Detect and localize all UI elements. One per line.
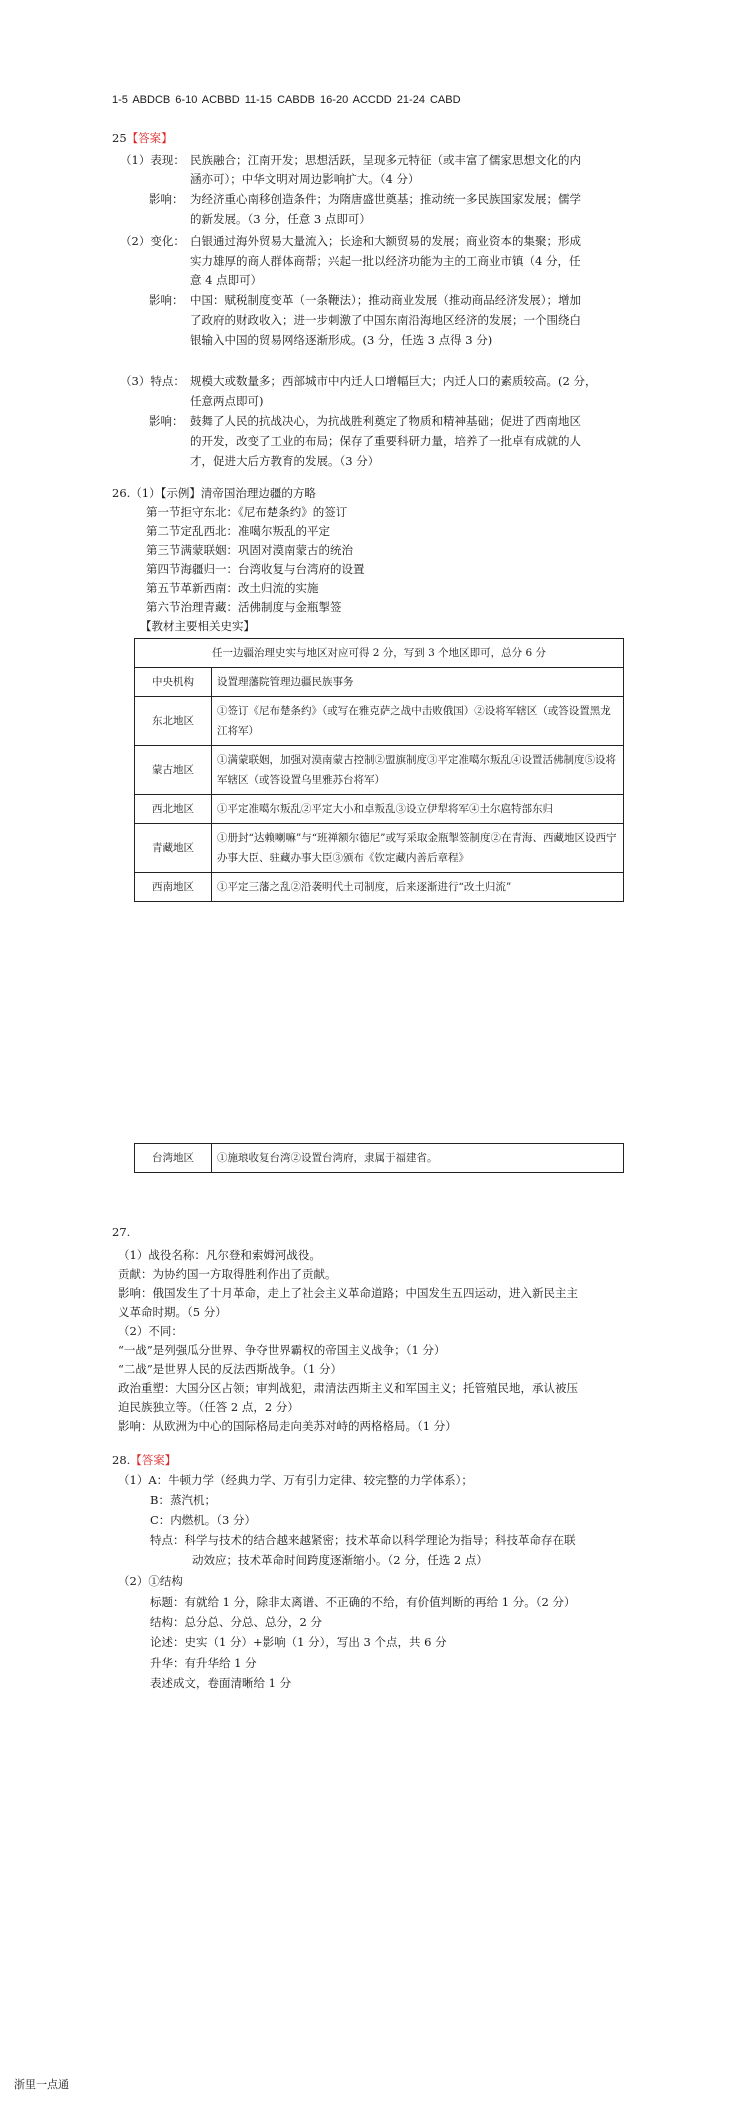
region-cell: 西北地区 xyxy=(135,795,212,824)
q28-line1: （1）A：牛顿力学（经典力学、万有引力定律、较完整的力学体系）； xyxy=(118,1473,473,1487)
history-facts-table xyxy=(134,638,624,902)
q25-p2-influence-line2: 了政府的财政收入；进一步刺激了中国东南沿海地区经济的发展；一个围绕白 xyxy=(190,313,581,327)
region-cell: 台湾地区 xyxy=(135,1144,212,1173)
table-row xyxy=(135,824,624,873)
table-row xyxy=(135,668,624,697)
q25-p2-influence-line3: 银输入中国的贸易网络逐渐形成。(3 分，任选 3 点得 3 分) xyxy=(190,333,493,347)
q26-section-5: 第五节革新西南：改土归流的实施 xyxy=(146,581,319,595)
q25-heading xyxy=(112,129,173,148)
q28-line3: C：内燃机。（3 分） xyxy=(150,1513,257,1527)
q25-p3-influence-line3: 才，促进大后方教育的发展。（3 分） xyxy=(190,454,380,468)
q25-p3-line1: 规模大或数量多；西部城市中内迁人口增幅巨大；内迁人口的素质较高。(2 分， xyxy=(190,374,597,388)
table-row xyxy=(135,697,624,746)
q27-line6: “一战”是列强瓜分世界、争夺世界霸权的帝国主义战争；（1 分） xyxy=(118,1343,446,1357)
table-row xyxy=(135,1144,624,1173)
q28-line11: 表述成文，卷面清晰给 1 分 xyxy=(150,1676,292,1690)
q27-line10: 影响：从欧洲为中心的国际格局走向美苏对峙的两格格局。（1 分） xyxy=(118,1419,457,1433)
q27-line3: 影响：俄国发生了十月革命，走上了社会主义革命道路；中国发生五四运动，进入新民主主 xyxy=(118,1286,578,1300)
q27-line4: 义革命时期。（5 分） xyxy=(118,1305,227,1319)
region-cell: 东北地区 xyxy=(135,697,212,746)
facts-cell: ①平定准噶尔叛乱②平定大小和卓叛乱③设立伊犁将军④土尔扈特部东归 xyxy=(212,795,624,824)
q25-p2-line2: 实力雄厚的商人群体商帮；兴起一批以经济功能为主的工商业市镇（4 分，任 xyxy=(190,254,581,268)
q28-number: 28. xyxy=(112,1453,131,1467)
q25-p1-line2: 涵亦可）；中华文明对周边影响扩大。（4 分） xyxy=(190,172,420,186)
q28-line8: 结构：总分总、分总、总分，2 分 xyxy=(150,1615,322,1629)
q26-section-6: 第六节治理青藏：活佛制度与金瓶掣签 xyxy=(146,600,342,614)
q27-line2: 贡献：为协约国一方取得胜利作出了贡献。 xyxy=(118,1267,337,1281)
table-row xyxy=(135,873,624,902)
answer-key: 1-5 ABDCB 6-10 ACBBD 11-15 CABDB 16-20 ACCDD 21-24 CABD xyxy=(112,94,461,106)
q28-line7: 标题：有就给 1 分，除非太离谱、不正确的不给，有价值判断的再给 1 分。（2 分） xyxy=(150,1595,576,1609)
q26-section-1: 第一节拒守东北：《尼布楚条约》的签订 xyxy=(146,505,348,519)
q25-p1-label: （1）表现： xyxy=(120,153,185,167)
q25-p2-line3: 意 4 点即可） xyxy=(190,273,263,287)
q25-answer-tag: 【答案】 xyxy=(126,131,173,145)
q26-material-label: 【教材主要相关史实】 xyxy=(140,619,255,633)
table-header-cell: 任一边疆治理史实与地区对应可得 2 分，写到 3 个地区即可，总分 6 分 xyxy=(135,639,624,668)
q26-section-2: 第二节定乱西北：准噶尔叛乱的平定 xyxy=(146,524,330,538)
q27-line1: （1）战役名称：凡尔登和索姆河战役。 xyxy=(118,1248,321,1262)
region-cell: 中央机构 xyxy=(135,668,212,697)
q25-p3-influence-line1: 鼓舞了人民的抗战决心，为抗战胜利奠定了物质和精神基础；促进了西南地区 xyxy=(190,414,581,428)
q28-line6: （2）①结构 xyxy=(118,1574,183,1588)
q25-p3-line2: 任意两点即可) xyxy=(190,394,264,408)
q28-line4: 特点：科学与技术的结合越来越紧密；技术革命以科学理论为指导；科技革命存在联 xyxy=(150,1533,576,1547)
facts-cell: ①签订《尼布楚条约》（或写在雅克萨之战中击败俄国）②设将军辖区（或答设置黑龙江将军） xyxy=(212,697,624,746)
q25-p1-line1: 民族融合；江南开发；思想活跃，呈现多元特征（或丰富了儒家思想文化的内 xyxy=(190,153,581,167)
q28-line10: 升华：有升华给 1 分 xyxy=(150,1656,257,1670)
q25-p1-influence-line1: 为经济重心南移创造条件；为隋唐盛世奠基；推动统一多民族国家发展；儒学 xyxy=(190,192,581,206)
q27-number: 27. xyxy=(112,1225,131,1239)
q25-p1-influence-line2: 的新发展。（3 分，任意 3 点即可） xyxy=(190,212,371,226)
q26-heading: 26.（1）【示例】清帝国治理边疆的方略 xyxy=(112,486,316,500)
q28-answer-tag: 【答案】 xyxy=(130,1453,177,1467)
region-cell: 西南地区 xyxy=(135,873,212,902)
q28-line5: 动效应；技术革命时间跨度逐渐缩小。（2 分，任选 2 点） xyxy=(192,1553,488,1567)
q25-number: 25 xyxy=(112,131,127,145)
q28-heading xyxy=(112,1451,176,1470)
q25-p1-influence-label: 影响： xyxy=(149,192,184,206)
facts-cell: ①满蒙联姻，加强对漠南蒙古控制②盟旗制度③平定准噶尔叛乱④设置活佛制度⑤设将军辖区（或答设置乌里雅苏台将军） xyxy=(212,746,624,795)
q25-p2-influence-label: 影响： xyxy=(149,293,184,307)
facts-cell: ①册封“达赖喇嘛”与“班禅额尔德尼”或写采取金瓶掣签制度②在青海、西藏地区设西宁办事大臣、驻藏办事大臣③颁布《钦定藏内善后章程》 xyxy=(212,824,624,873)
footer-brand: 浙里一点通 xyxy=(14,2078,69,2091)
q27-line5: （2）不同： xyxy=(118,1324,183,1338)
q26-section-4: 第四节海疆归一：台湾收复与台湾府的设置 xyxy=(146,562,365,576)
q26-section-3: 第三节满蒙联姻：巩固对漠南蒙古的统治 xyxy=(146,543,353,557)
facts-cell: 设置理藩院管理边疆民族事务 xyxy=(212,668,624,697)
region-cell: 青藏地区 xyxy=(135,824,212,873)
q28-line2: B：蒸汽机； xyxy=(150,1493,216,1507)
facts-cell: ①施琅收复台湾②设置台湾府，隶属于福建省。 xyxy=(212,1144,624,1173)
table-header-row xyxy=(135,639,624,668)
region-cell: 蒙古地区 xyxy=(135,746,212,795)
q27-line7: “二战”是世界人民的反法西斯战争。（1 分） xyxy=(118,1362,342,1376)
q25-p3-influence-line2: 的开发，改变了工业的布局；保存了重要科研力量，培养了一批卓有成就的人 xyxy=(190,434,581,448)
taiwan-facts-table xyxy=(134,1143,624,1173)
table-row xyxy=(135,746,624,795)
table-row xyxy=(135,795,624,824)
q25-p2-line1: 白银通过海外贸易大量流入；长途和大额贸易的发展；商业资本的集聚；形成 xyxy=(190,234,581,248)
facts-cell: ①平定三藩之乱②沿袭明代土司制度，后来逐渐进行“改土归流” xyxy=(212,873,624,902)
q27-line8: 政治重塑：大国分区占领；审判战犯，肃清法西斯主义和军国主义；托管殖民地，承认被压 xyxy=(118,1381,578,1395)
q25-p3-influence-label: 影响： xyxy=(149,414,184,428)
q25-p3-label: （3）特点： xyxy=(120,374,185,388)
q25-p2-influence-line1: 中国：赋税制度变革（一条鞭法）；推动商业发展（推动商品经济发展）；增加 xyxy=(190,293,581,307)
q28-line9: 论述：史实（1 分）+影响（1 分），写出 3 个点，共 6 分 xyxy=(150,1635,447,1649)
q27-line9: 迫民族独立等。（任答 2 点，2 分） xyxy=(118,1400,299,1414)
q25-p2-label: （2）变化： xyxy=(120,234,185,248)
